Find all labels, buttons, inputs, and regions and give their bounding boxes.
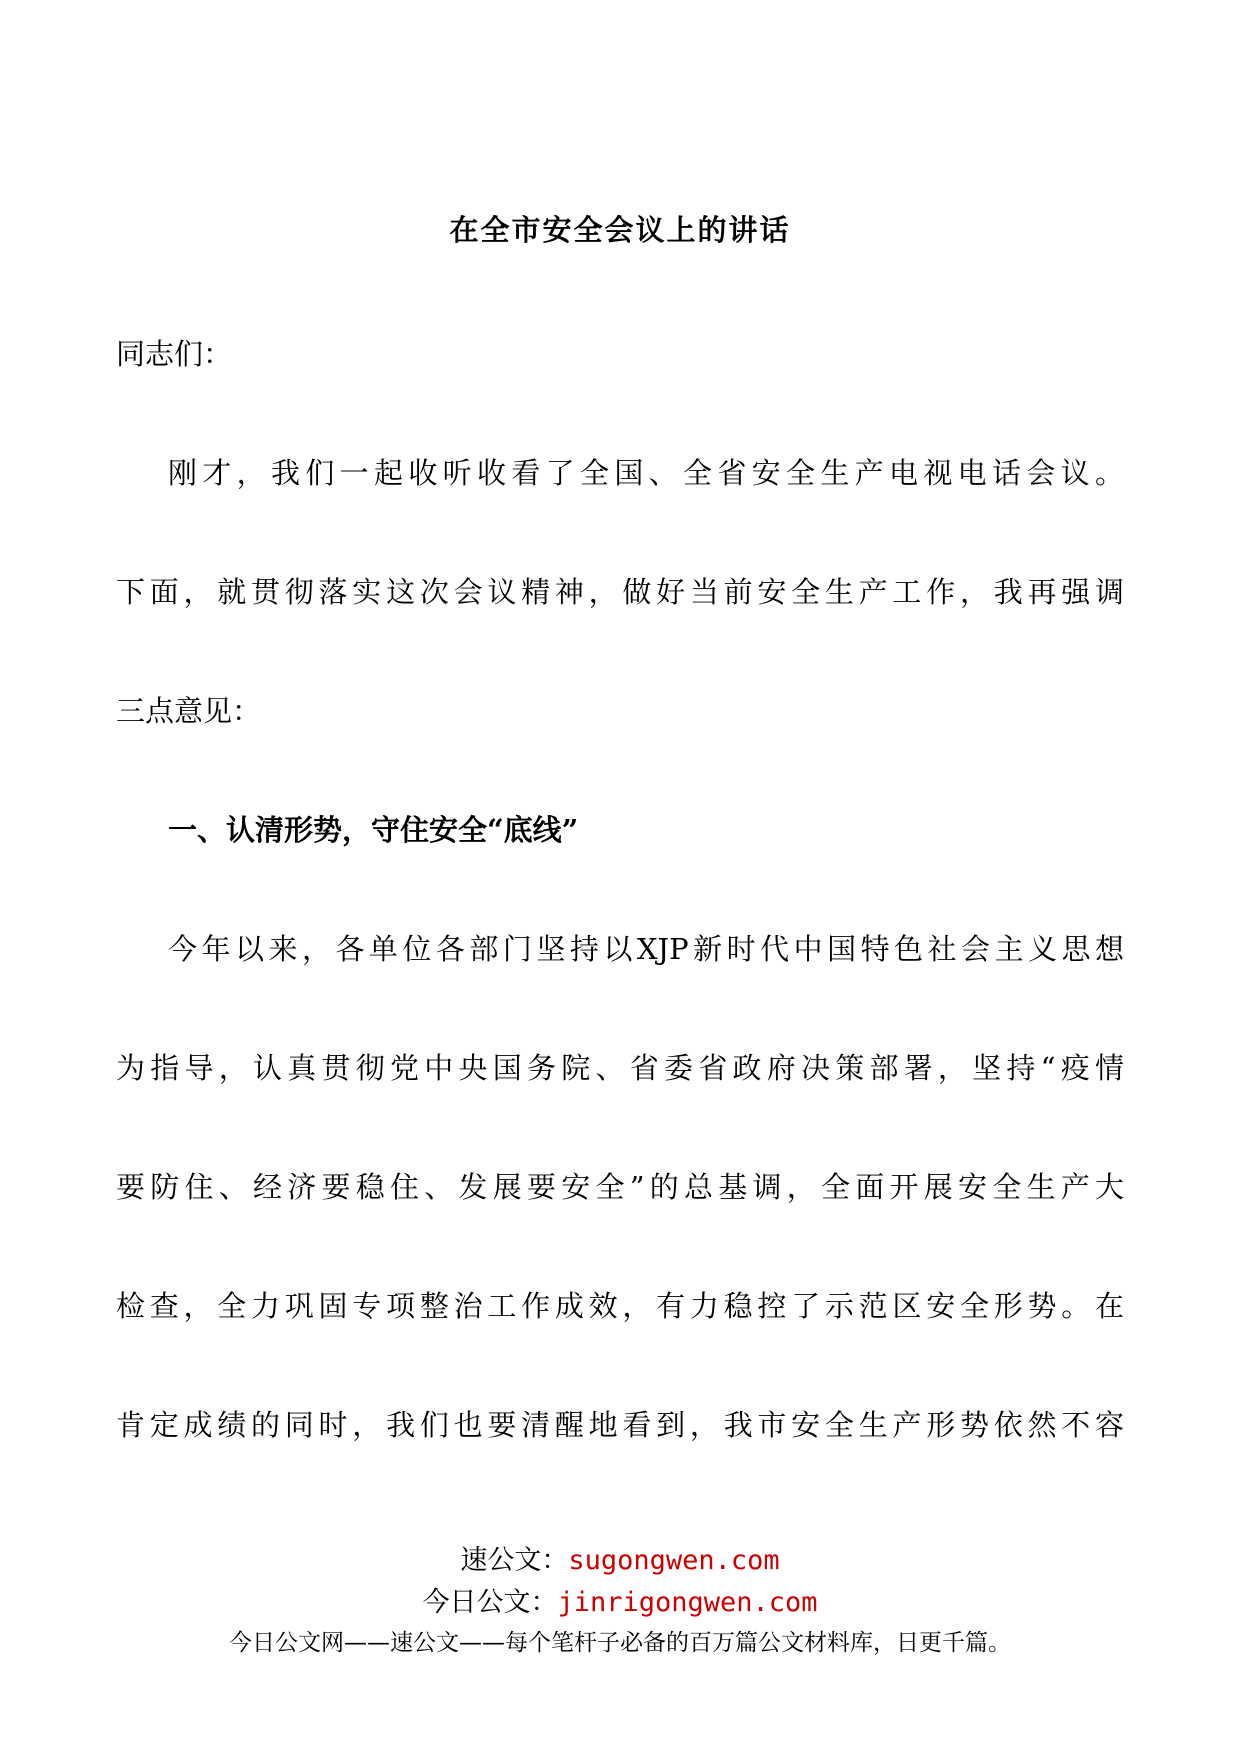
paragraph-line: 下面，就贯彻落实这次会议精神，做好当前安全生产工作，我再强调 (116, 575, 1124, 609)
footer-tagline: 今日公文网——速公文——每个笔杆子必备的百万篇公文材料库，日更千篇。 (229, 1630, 1011, 1656)
salutation: 同志们： (116, 337, 233, 371)
paragraph-line: 为指导，认真贯彻党中央国务院、省委省政府决策部署，坚持“疫情 (116, 1051, 1124, 1085)
footer-site1-url[interactable]: sugongwen.com (568, 1545, 780, 1576)
footer-site2-label: 今日公文： (422, 1587, 558, 1618)
footer-site1-label: 速公文： (460, 1545, 569, 1576)
paragraph-line: 三点意见： (116, 694, 262, 728)
paragraph-line: 要防住、经济要稳住、发展要安全”的总基调，全面开展安全生产大 (116, 1170, 1124, 1204)
footer-site2-url[interactable]: jinrigongwen.com (557, 1587, 818, 1618)
footer-site2 (0, 1585, 1240, 1621)
paragraph-line: 今年以来，各单位各部门坚持以XJP新时代中国特色社会主义思想 (168, 932, 1124, 966)
paragraph-line: 肯定成绩的同时，我们也要清醒地看到，我市安全生产形势依然不容 (116, 1408, 1124, 1442)
section-heading: 一、认清形势，守住安全“底线” (168, 813, 579, 847)
footer-site1 (0, 1543, 1240, 1579)
document-title: 在全市安全会议上的讲话 (449, 213, 791, 247)
paragraph-line: 刚才，我们一起收听收看了全国、全省安全生产电视电话会议。 (168, 456, 1124, 490)
paragraph-line: 检查，全力巩固专项整治工作成效，有力稳控了示范区安全形势。在 (116, 1289, 1124, 1323)
